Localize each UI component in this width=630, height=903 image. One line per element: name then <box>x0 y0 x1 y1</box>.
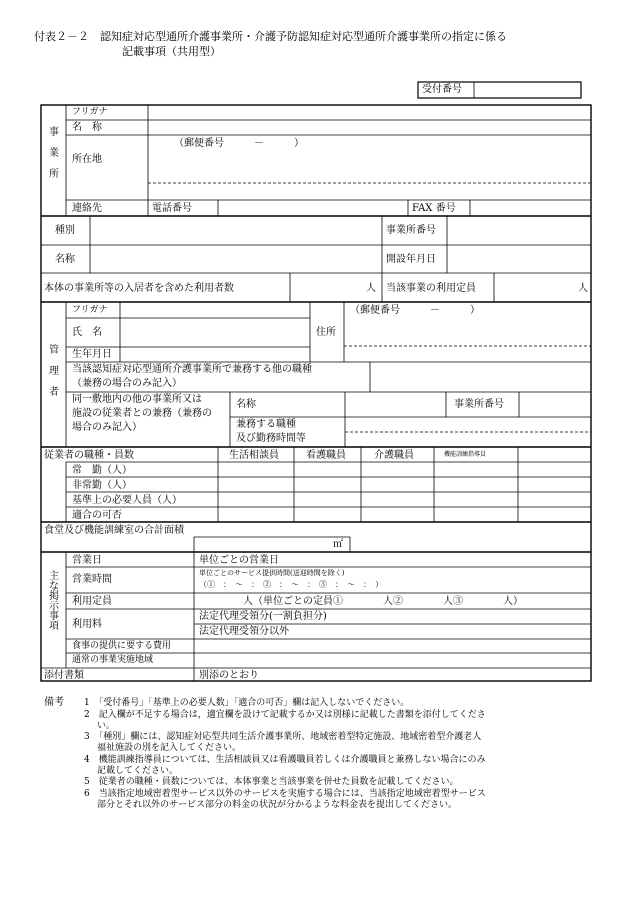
meal-cost-label: 食事の提供に要する費用 <box>72 641 172 651</box>
manager-furigana-field[interactable] <box>122 303 308 317</box>
note-4: 4 機能訓練指導員については、生活相談員又は看護職員若しくは介護職員と兼務しない場合にのみ <box>84 755 486 765</box>
manager-other-name-label: 名称 <box>236 399 256 410</box>
staff-row-required: 基準上の必要人員（人） <box>72 495 182 506</box>
staff-col-counselor: 生活相談員 <box>229 450 279 461</box>
office-name-field[interactable] <box>150 121 588 134</box>
notes-label: 備考 <box>44 697 64 708</box>
staff-col-trainer: 機能訓練指導員 <box>444 451 487 458</box>
office-phone-field[interactable] <box>220 201 406 215</box>
office-section-label: 事 業 所 <box>49 127 59 180</box>
fee-label: 利用料 <box>72 619 102 630</box>
business-days-value: 単位ごとの営業日 <box>199 555 279 566</box>
manager-address-label: 住所 <box>316 327 336 338</box>
manager-concurrent-field[interactable] <box>372 363 589 391</box>
manager-other-name-field[interactable] <box>272 393 444 416</box>
facility-users-label: 本体の事業所等の入居者を含めた利用者数 <box>44 283 234 294</box>
manager-other-duty-field[interactable] <box>347 418 589 446</box>
staff-col-nurse: 看護職員 <box>306 450 346 461</box>
manager-section-label: 管 理 者 <box>49 345 59 398</box>
facility-capacity-unit: 人 <box>578 283 588 294</box>
staff-row-fulltime: 常 勤（人） <box>72 465 132 476</box>
attachments-value: 別添のとおり <box>199 670 259 681</box>
manager-address-field[interactable] <box>346 318 589 345</box>
office-name-label: 名 称 <box>72 122 102 133</box>
manager-name-label: 氏 名 <box>72 327 102 338</box>
note-6-cont: 部分とそれ以外のサービス部分の料金の状況が分かるような料金表を提出してください。 <box>97 800 458 810</box>
fee-line1: 法定代理受領分(一割負担分) <box>199 611 327 622</box>
note-1: 1 「受付番号」「基準上の必要人数」「適合の可否」欄は記入しないでください。 <box>84 698 410 708</box>
facility-name-field[interactable] <box>92 246 380 272</box>
note-2: 2 記入欄が不足する場合は，適宜欄を設けて記載するか又は別様に記載した書類を添付してくださ <box>84 710 486 720</box>
office-furigana-label: フリガナ <box>72 107 108 117</box>
capacity-value: 人（単位ごとの定員① 人② 人③ 人） <box>243 596 523 607</box>
facility-office-number-label: 事業所番号 <box>386 225 436 236</box>
service-area-field[interactable] <box>196 654 589 667</box>
manager-furigana-label: フリガナ <box>72 305 108 315</box>
manager-birthdate-field[interactable] <box>122 348 308 361</box>
main-items-section-label: 主 な 掲 示 事 項 <box>49 571 59 632</box>
business-hours-line1: 単位ごとのサービス提供時間(送迎時間を除く) <box>199 569 345 577</box>
office-postal-label: （郵便番号 － ） <box>174 138 304 149</box>
form-title-line1: 付表２－２ 認知症対応型通所介護事業所・介護予防認知症対応型通所介護事業所の指定に係る <box>34 30 507 43</box>
note-4-cont: 記載してください。 <box>97 766 179 776</box>
staff-row-compliance: 適合の可否 <box>72 510 122 521</box>
manager-other-label-line1: 同一敷地内の他の事業所又は <box>72 394 202 405</box>
facility-capacity-label: 当該事業の利用定員 <box>386 283 476 294</box>
meal-cost-field[interactable] <box>196 640 589 652</box>
service-area-label: 通常の事業実施地域 <box>72 655 154 665</box>
attachments-label: 添付書類 <box>44 670 84 681</box>
note-3-cont: 福祉施設の別を記入してください。 <box>97 743 242 753</box>
note-2-cont: い。 <box>97 721 116 731</box>
facility-type-field[interactable] <box>92 217 380 244</box>
facility-name-label: 名称 <box>55 254 75 265</box>
area-field[interactable] <box>196 538 326 551</box>
manager-other-duty-label-line2: 及び勤務時間等 <box>236 433 306 444</box>
manager-other-label-line3: 場合のみ記入） <box>72 422 142 433</box>
office-address-field[interactable] <box>150 152 588 182</box>
facility-users-field[interactable] <box>292 274 362 301</box>
staff-col-caregiver: 介護職員 <box>374 450 414 461</box>
business-hours-line2: （① ： ～ ： ② ： ～ ： ③ ： ～ ： ） <box>199 580 383 589</box>
manager-birthdate-label: 生年月日 <box>72 349 112 360</box>
area-label: 食堂及び機能訓練室の合計面積 <box>44 525 184 536</box>
receipt-number-field[interactable] <box>476 83 579 97</box>
manager-other-duty-label-line1: 兼務する職種 <box>236 419 296 430</box>
facility-opened-label: 開設年月日 <box>386 254 436 265</box>
office-phone-label: 電話番号 <box>152 203 192 214</box>
receipt-number-label: 受付番号 <box>422 84 462 95</box>
manager-other-number-label: 事業所番号 <box>454 399 504 410</box>
capacity-label: 利用定員 <box>72 596 112 607</box>
note-6: 6 当該指定地域密着型サービス以外のサービスを実施する場合には、当該指定地域密着型サービス <box>84 789 486 799</box>
office-address-label: 所在地 <box>72 154 102 165</box>
staff-table-cells[interactable] <box>220 463 589 521</box>
fee-line2: 法定代理受領分以外 <box>199 626 289 637</box>
office-furigana-field[interactable] <box>150 106 588 119</box>
manager-postal-label: （郵便番号 － ） <box>350 305 480 316</box>
facility-users-unit: 人 <box>366 283 376 294</box>
area-unit: ㎡ <box>333 539 343 550</box>
facility-office-number-field[interactable] <box>449 217 589 244</box>
office-fax-label: FAX 番号 <box>412 203 456 214</box>
facility-capacity-field[interactable] <box>496 274 576 301</box>
office-contact-label: 連絡先 <box>72 203 102 214</box>
manager-concurrent-label-line1: 当該認知症対応型通所介護事業所で兼務する他の職種 <box>72 364 312 375</box>
staff-row-parttime: 非常勤（人） <box>72 480 132 491</box>
note-5: 5 従業者の職種・員数については、本体事業と当該事業を併せた員数を記載してください。 <box>84 777 459 787</box>
business-days-label: 営業日 <box>72 555 102 566</box>
manager-other-number-field[interactable] <box>521 393 589 416</box>
facility-type-label: 種別 <box>55 225 75 236</box>
facility-opened-field[interactable] <box>449 246 589 272</box>
business-hours-label: 営業時間 <box>72 574 112 585</box>
note-3: 3 「種別」欄には、認知症対応型共同生活介護事業所、地域密着型特定施設、地域密着型介護老人 <box>84 732 482 742</box>
manager-name-field[interactable] <box>122 319 308 346</box>
form-title-line2: 記載事項（共用型） <box>122 45 221 58</box>
staff-header-label: 従業者の職種・員数 <box>44 450 134 461</box>
office-fax-field[interactable] <box>472 201 588 215</box>
manager-concurrent-label-line2: （兼務の場合のみ記入） <box>72 378 182 389</box>
manager-other-label-line2: 施設の従業者との兼務（兼務の <box>72 408 212 419</box>
